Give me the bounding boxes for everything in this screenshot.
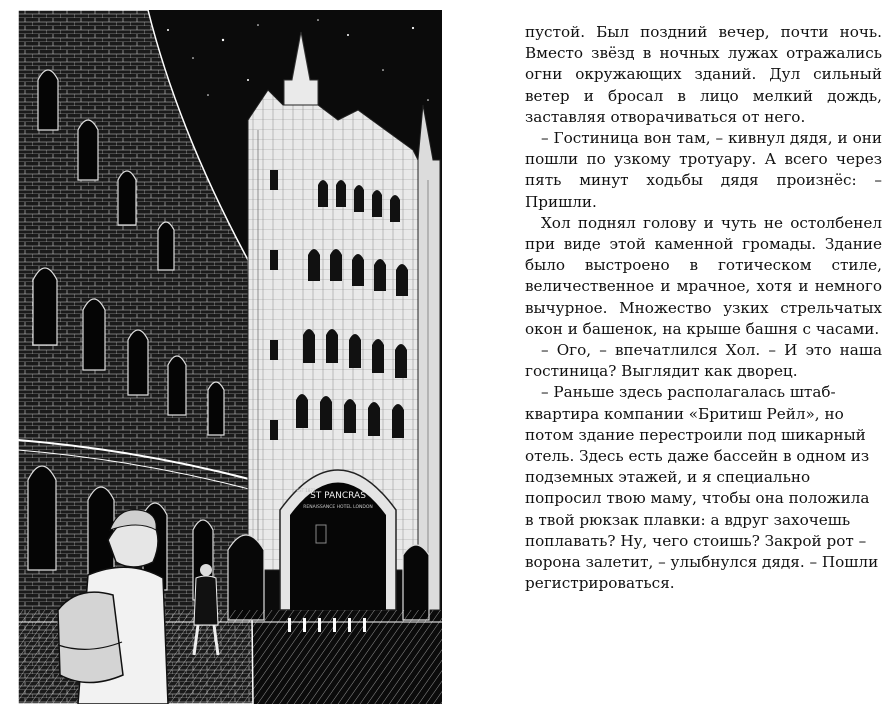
paragraph-4: – Ого, – впечатлился Хол. – И это наша гостиница? Выглядит как дворец.: [525, 341, 882, 381]
entrance-arch: [280, 470, 396, 610]
paragraph-5: – Раньше здесь располагалась штаб-квартира компании «Бритиш Рейл», но потом здание перестроили под шикарный отель. Здесь есть даже бассейн в одном из подземных этажей, и я специально попросил твою маму, чтобы она положила в твой рюкзак плавки: а вдруг захочешь поплавать? Ну, чего стоишь? Закрой рот – ворона залетит, – улыбнулся дядя. – Пошли регистрироваться.: [525, 383, 879, 593]
paragraph-3: Хол поднял голову и чуть не остолбенел при виде этой каменной громады. Здание было выстроено в готическом стиле, величественное и мрачное, хотя и немного вычурное. Множество узких стрельчатых окон и башенок, на крыше башня с часами.: [525, 213, 882, 338]
story-text: [525, 22, 882, 594]
sign-year: EST 1873: [296, 488, 316, 493]
illustration-drawing: [18, 10, 442, 704]
paragraph-1: пустой. Был поздний вечер, почти ночь. Вместо звёзд в ночных лужах отражались огни окружающих зданий. Дул сильный ветер и бросал в лицо мелкий дождь, заставляя отворачиваться от него.: [525, 23, 882, 126]
paragraph-2: – Гостиница вон там, – кивнул дядя, и они пошли по узкому тротуару. А всего через пять минут ходьбы дядя произнёс: – Пришли.: [525, 129, 882, 211]
illustration-st-pancras: [18, 10, 442, 704]
sign-subtext: RENAISSANCE HOTEL LONDON: [303, 505, 373, 510]
sign-text: ST PANCRAS: [310, 491, 366, 501]
backpack-icon: [58, 592, 123, 682]
